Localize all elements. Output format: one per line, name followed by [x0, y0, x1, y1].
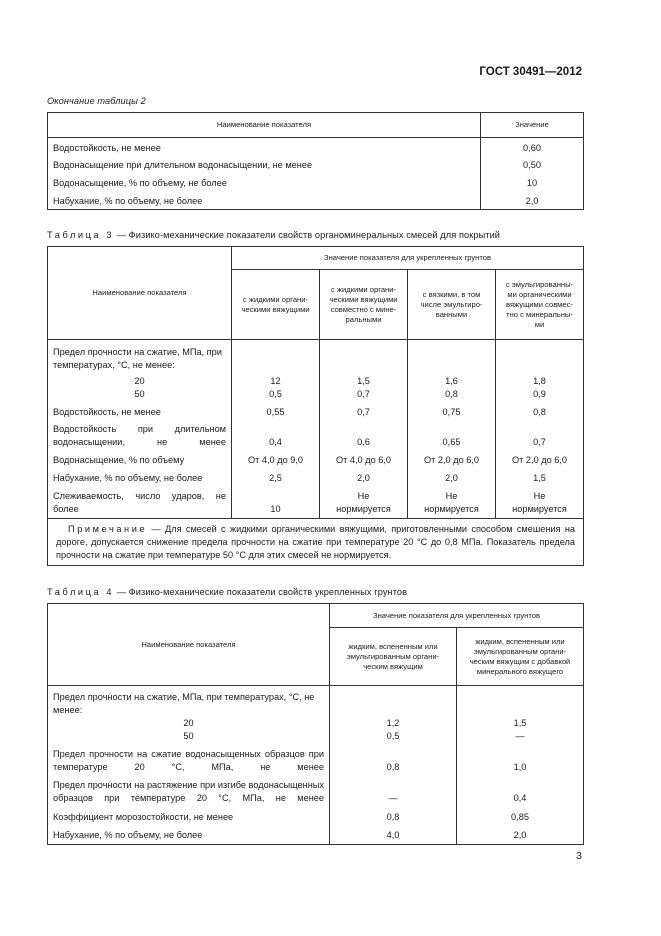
- table3-cell: 0,7: [320, 401, 408, 419]
- table4-cell: —: [457, 730, 584, 743]
- table4-subheader: жидким, вспененным или эмульгированным органи- ческим вяжущим: [330, 628, 457, 686]
- table3-cell: 0,8: [408, 388, 496, 401]
- table3-row-name: Водостойкость, не менее: [48, 401, 232, 419]
- table4-caption-label: Таблица 4: [47, 587, 115, 597]
- table3-header-name: Наименование показателя: [48, 247, 232, 340]
- table2-row-name: Набухание, % по объему, не более: [48, 192, 481, 210]
- page-number: 3: [576, 850, 582, 862]
- table2-row-value: 2,0: [481, 192, 584, 210]
- table3-cell: 0,8: [496, 401, 584, 419]
- table2-row-value: 0,60: [481, 138, 584, 156]
- table3-cell: От 4,0 до 6,0: [320, 449, 408, 467]
- table4-caption-text: — Физико-механические показатели свойств укрепленных грунтов: [114, 587, 408, 597]
- table3-cell: 0,55: [232, 401, 320, 419]
- table3-cell: От 2,0 до 6,0: [408, 449, 496, 467]
- table4-cell: 0,85: [457, 805, 584, 824]
- table4-cell: 2,0: [457, 824, 584, 845]
- table3-cell: 10: [232, 485, 320, 519]
- table4-subheader: жидким, вспененным или эмульгированным органи- ческим вяжущим с добавкой минерального вяжущего: [457, 628, 584, 686]
- table4-cell: 1,0: [457, 743, 584, 774]
- table3-cell: 0,7: [496, 419, 584, 449]
- table4-row-name: Предел прочности на растяжение при изгибе водонасыщенных образцов при температуре 20 °С, МПа, не менее: [48, 774, 330, 805]
- table4-cell: 1,2: [330, 717, 457, 730]
- table3-cell: 0,4: [232, 419, 320, 449]
- table3-subheader: с жидкими органи- ческими вяжущими совместно с мине- ральными: [320, 270, 408, 340]
- table3-subheader: с жидкими органи- ческими вяжущими: [232, 270, 320, 340]
- table3-cell: 1,8: [496, 372, 584, 388]
- table4-cell: 0,4: [457, 774, 584, 805]
- table3-cell: 1,5: [496, 467, 584, 485]
- note-text: — Для смесей с жидкими органическими вяжущими, приготовленными способом смешения на дороге, допускается снижение предела прочности на сжатие при температуре 20 °С до 0,8 МПа. Показатель предела прочности на сжатие при температуре 50 °С для этих смесей не нормируется.: [56, 524, 576, 560]
- table2-caption: Окончание таблицы 2: [47, 96, 146, 106]
- table3-temp: 50: [48, 388, 232, 401]
- table3-note: [48, 519, 584, 566]
- table4: [47, 603, 584, 845]
- table3-cell: От 4,0 до 9,0: [232, 449, 320, 467]
- table3-temp: 20: [48, 372, 232, 388]
- table3-cell: 1,5: [320, 372, 408, 388]
- table3-caption: [47, 230, 500, 240]
- table3-cell: 0,6: [320, 419, 408, 449]
- standard-number: ГОСТ 30491—2012: [479, 66, 582, 78]
- table3-cell: Не нормируется: [320, 485, 408, 519]
- table3-caption-text: — Физико-механические показатели свойств органоминеральных смесей для покрытий: [114, 230, 501, 240]
- table3-cell: 0,65: [408, 419, 496, 449]
- table3-row-name: Водостойкость при длительном водонасыщении, не менее: [48, 419, 232, 449]
- table3-cell: 1,6: [408, 372, 496, 388]
- table2-row-name: Водонасыщение, % по объему, не более: [48, 174, 481, 192]
- table3-cell: 0,7: [320, 388, 408, 401]
- table4-group-header: Значение показателя для укрепленных грунтов: [330, 604, 584, 628]
- table3-cell: 0,5: [232, 388, 320, 401]
- table4-header-name: Наименование показателя: [48, 604, 330, 686]
- table3-cell: Не нормируется: [408, 485, 496, 519]
- table4-row-name: Предел прочности на сжатие водонасыщенных образцов при температуре 20 °С, МПа, не менее: [48, 743, 330, 774]
- table3-subheader: с вязкими, в том числе эмульгиро- ванными: [408, 270, 496, 340]
- table3-group-header: Значение показателя для укрепленных грунтов: [232, 247, 584, 270]
- table4-cell: 4,0: [330, 824, 457, 845]
- table4-cell: 0,5: [330, 730, 457, 743]
- table2-header-name: Наименование показателя: [48, 113, 481, 138]
- table2-row-value: 10: [481, 174, 584, 192]
- table3-row-name: Водонасыщение, % по объему: [48, 449, 232, 467]
- table3-caption-label: Таблица 3: [47, 230, 115, 240]
- table2-row-value: 0,50: [481, 156, 584, 174]
- table3-row-name: Набухание, % по объему, не более: [48, 467, 232, 485]
- table4-temp: 50: [48, 730, 330, 743]
- table3-cell: 2,0: [408, 467, 496, 485]
- table3-cell: 12: [232, 372, 320, 388]
- table2-header-value: Значение: [481, 113, 584, 138]
- table3-cell: 0,75: [408, 401, 496, 419]
- table2-row-name: Водостойкость, не менее: [48, 138, 481, 156]
- table3-row-name: Слеживаемость, число ударов, не более: [48, 485, 232, 519]
- table4-row-name: Набухание, % по объему, не более: [48, 824, 330, 845]
- table3: [47, 246, 584, 566]
- table4-strength-label: Предел прочности на сжатие, МПа, при температурах, °С, не менее:: [48, 686, 330, 718]
- note-label: Примечание: [68, 524, 148, 534]
- table3-cell: 0,9: [496, 388, 584, 401]
- table3-cell: От 2,0 до 6,0: [496, 449, 584, 467]
- table3-strength-label: Предел прочности на сжатие, МПа, при температурах, °С, не менее:: [48, 340, 232, 373]
- table4-cell: —: [330, 774, 457, 805]
- table3-cell: 2,5: [232, 467, 320, 485]
- table4-temp: 20: [48, 717, 330, 730]
- table3-cell: Не нормируется: [496, 485, 584, 519]
- table4-cell: 0,8: [330, 743, 457, 774]
- table3-subheader: с эмульгированны- ми органическими вяжущими совмес- тно с минеральны- ми: [496, 270, 584, 340]
- table2: [47, 112, 584, 210]
- table4-row-name: Коэффициент морозостойкости, не менее: [48, 805, 330, 824]
- table4-cell: 1,5: [457, 717, 584, 730]
- table4-caption: [47, 587, 407, 597]
- table3-cell: 2,0: [320, 467, 408, 485]
- table4-cell: 0,8: [330, 805, 457, 824]
- table2-row-name: Водонасыщение при длительном водонасыщении, не менее: [48, 156, 481, 174]
